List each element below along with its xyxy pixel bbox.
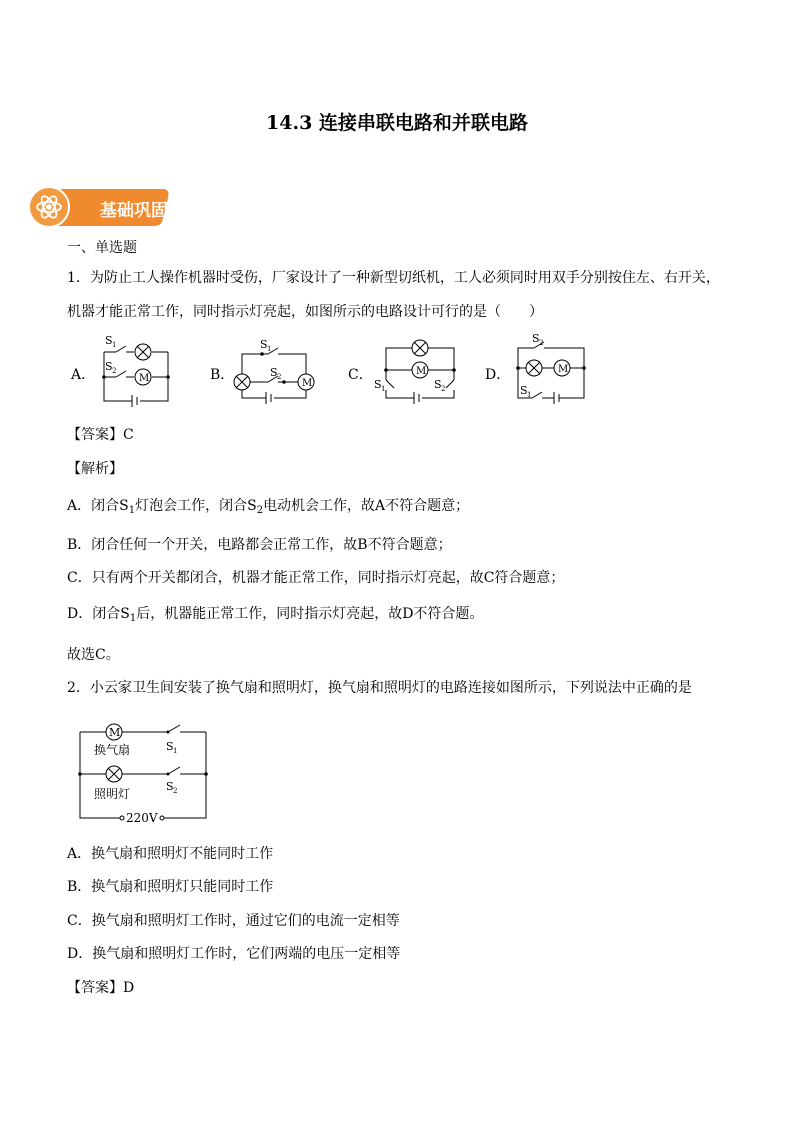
voltage-label: 220V — [126, 811, 158, 825]
svg-text:2: 2 — [441, 385, 446, 393]
svg-text:S: S — [532, 332, 540, 345]
svg-text:S: S — [270, 366, 278, 379]
svg-text:S: S — [166, 740, 174, 753]
q2-circuit-figure — [74, 716, 214, 830]
q2-stem: 2．小云家卫生间安装了换气扇和照明灯，换气扇和照明灯的电路连接如图所示，下列说法中正确的是 — [67, 680, 692, 696]
svg-text:S: S — [260, 338, 268, 351]
svg-text:2: 2 — [173, 787, 178, 795]
svg-text:2: 2 — [277, 373, 282, 381]
q1-analysis-label: 【解析】 — [67, 461, 123, 477]
q1-analysis-a: A．闭合$S_1$灯泡会工作，闭合$S_2$电动机会工作，故A不符合题意； — [67, 498, 470, 516]
svg-text:1: 1 — [267, 345, 272, 353]
q1-answer: 【答案】C — [67, 427, 134, 443]
q1-stem-line2: 机器才能正常工作，同时指示灯亮起，如图所示的电路设计可行的是（ ） — [67, 304, 543, 320]
svg-text:1: 1 — [527, 391, 532, 399]
lamp-label: 照明灯 — [94, 787, 131, 801]
svg-text:M: M — [558, 364, 569, 375]
svg-text:S: S — [520, 384, 528, 397]
q1-circuit-b — [232, 338, 316, 406]
svg-text:1: 1 — [173, 747, 178, 755]
q1-option-d-label: D． — [485, 367, 511, 383]
section-banner — [28, 186, 171, 228]
section-banner-label: 基础巩固 — [100, 201, 168, 221]
q2-option-c: C．换气扇和照明灯工作时，通过它们的电流一定相等 — [67, 913, 400, 929]
svg-text:S: S — [105, 334, 113, 347]
svg-text:1: 1 — [381, 385, 386, 393]
svg-text:2: 2 — [539, 339, 544, 347]
q2-option-b: B．换气扇和照明灯只能同时工作 — [67, 879, 274, 895]
q1-option-a-label: A． — [71, 367, 96, 383]
q1-circuit-d — [510, 332, 594, 408]
svg-text:1: 1 — [112, 341, 117, 349]
section-heading: 一、单选题 — [67, 240, 137, 256]
svg-text:S: S — [105, 360, 113, 373]
q1-conclusion: 故选C。 — [67, 647, 120, 663]
svg-text:S: S — [374, 378, 382, 391]
q1-analysis-d: D．闭合$S_1$后，机器能正常工作，同时指示灯亮起，故D不符合题。 — [67, 606, 484, 624]
svg-text:S: S — [166, 780, 174, 793]
q2-answer: 【答案】D — [67, 980, 135, 996]
page-title: 14.3 连接串联电路和并联电路 — [266, 112, 528, 134]
q2-option-d: D．换气扇和照明灯工作时，它们两端的电压一定相等 — [67, 946, 401, 962]
q1-analysis-b: B．闭合任何一个开关，电路都会正常工作，故B不符合题意； — [67, 537, 452, 553]
q1-circuit-c — [372, 334, 466, 406]
svg-text:S: S — [434, 378, 442, 391]
q1-option-b-label: B． — [210, 367, 235, 383]
motor-label: M — [139, 373, 150, 384]
q1-analysis-c: C．只有两个开关都闭合，机器才能正常工作，同时指示灯亮起，故C符合题意； — [67, 570, 565, 586]
svg-text:M: M — [109, 726, 121, 739]
fan-label: 换气扇 — [94, 743, 131, 757]
q2-option-a: A．换气扇和照明灯不能同时工作 — [67, 846, 274, 862]
svg-text:M: M — [302, 378, 313, 389]
q1-option-c-label: C． — [348, 367, 373, 383]
q1-stem-line1: 1．为防止工人操作机器时受伤，厂家设计了一种新型切纸机，工人必须同时用双手分别按住左、右开关， — [67, 270, 720, 286]
svg-text:M: M — [416, 366, 427, 377]
svg-text:2: 2 — [112, 367, 117, 375]
q1-circuit-a — [96, 332, 176, 410]
